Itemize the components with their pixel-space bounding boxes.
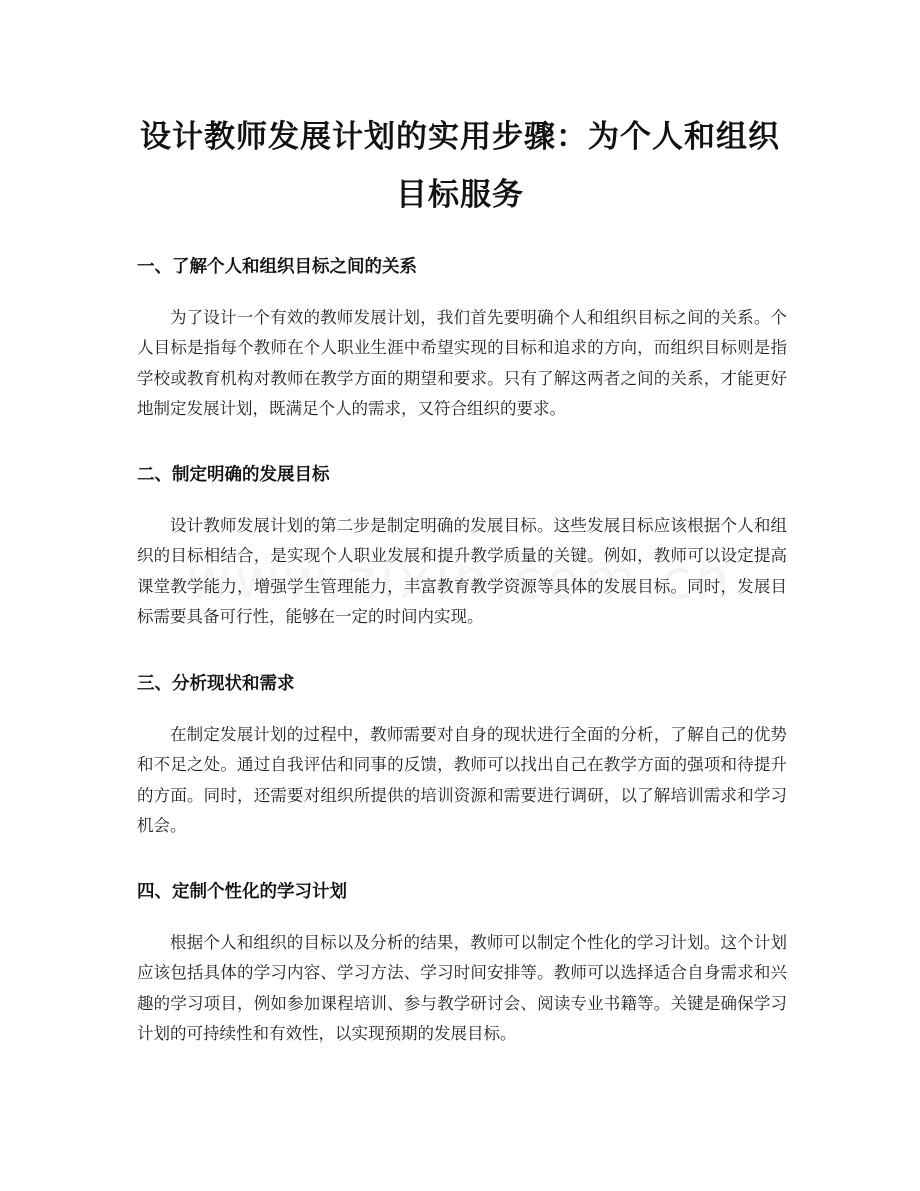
section-paragraph: 为了设计一个有效的教师发展计划，我们首先要明确个人和组织目标之间的关系。个人目标是指每个教师在个人职业生涯中希望实现的目标和追求的方向，而组织目标则是指学校或教育机构对教师在教学方面的期望和要求。只有了解这两者之间的关系，才能更好地制定发展计划，既满足个人的需求，又符合组织的要求。 xyxy=(137,308,787,419)
section-heading: 一、了解个人和组织目标之间的关系 xyxy=(137,257,417,277)
section-paragraph: 根据个人和组织的目标以及分析的结果，教师可以制定个性化的学习计划。这个计划应该包括具体的学习内容、学习方法、学习时间安排等。教师可以选择适合自身需求和兴趣的学习项目，例如参加课程培训、参与教学研讨会、阅读专业书籍等。关键是确保学习计划的可持续性和有效性，以实现预期的发展目标。 xyxy=(137,933,787,1044)
document-title: 设计教师发展计划的实用步骤：为个人和组织目标服务 xyxy=(140,119,780,213)
section-heading: 二、制定明确的发展目标 xyxy=(137,465,330,485)
section-4 xyxy=(137,880,787,1050)
section-heading: 三、分析现状和需求 xyxy=(137,674,295,694)
section-1 xyxy=(137,255,787,425)
section-paragraph: 设计教师发展计划的第二步是制定明确的发展目标。这些发展目标应该根据个人和组织的目标相结合，是实现个人职业发展和提升教学质量的关键。例如，教师可以设定提高课堂教学能力，增强学生管理能力，丰富教育教学资源等具体的发展目标。同时，发展目标需要具备可行性，能够在一定的时间内实现。 xyxy=(137,516,787,627)
section-2 xyxy=(137,463,787,633)
section-3 xyxy=(137,672,787,842)
section-heading: 四、定制个性化的学习计划 xyxy=(137,882,347,902)
section-paragraph: 在制定发展计划的过程中，教师需要对自身的现状进行全面的分析，了解自己的优势和不足之处。通过自我评估和同事的反馈，教师可以找出自己在教学方面的强项和待提升的方面。同时，还需要对组织所提供的培训资源和需要进行调研，以了解培训需求和学习机会。 xyxy=(137,725,787,836)
